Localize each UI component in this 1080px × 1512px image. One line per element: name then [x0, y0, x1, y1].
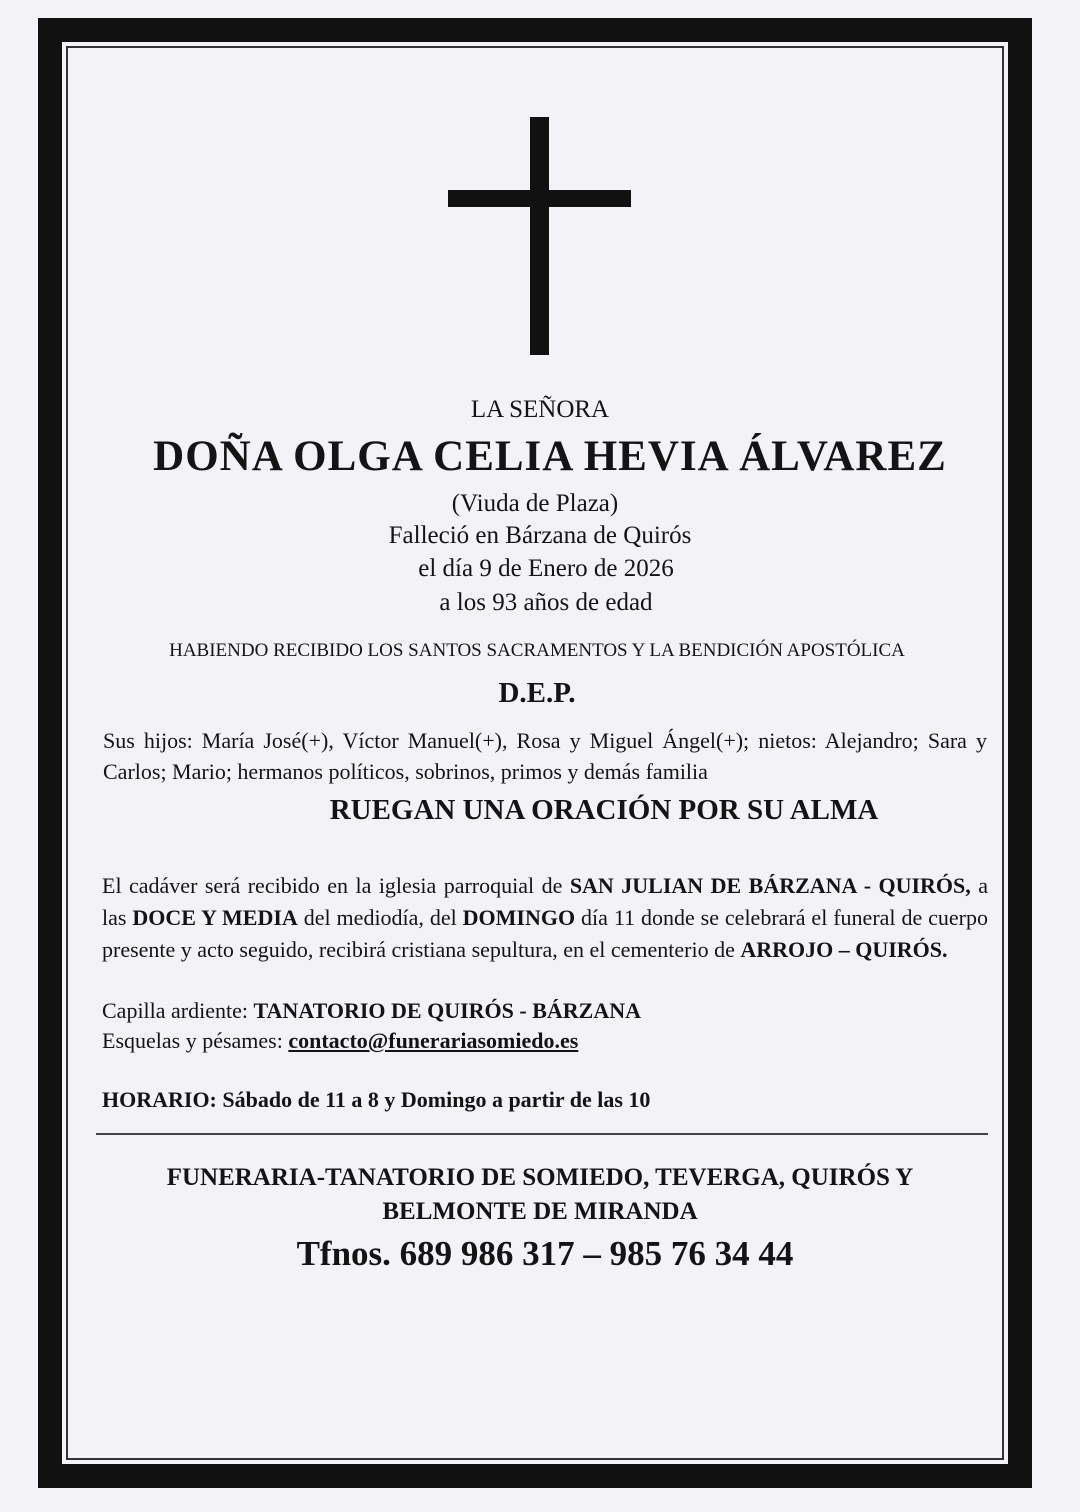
chapel-name: TANATORIO DE QUIRÓS - BÁRZANA	[253, 998, 641, 1023]
condolences-line	[102, 1028, 578, 1054]
dep-text: D.E.P.	[498, 677, 576, 709]
email-link[interactable]: contacto@funerariasomiedo.es	[288, 1028, 579, 1053]
schedule-line: HORARIO: Sábado de 11 a 8 y Domingo a partir de las 10	[102, 1087, 651, 1112]
ceremony-text-1: El cadáver será recibido en la iglesia parroquial de	[102, 873, 570, 898]
ceremony-text-3: del mediodía, del	[297, 905, 463, 930]
family-list: Sus hijos: María José(+), Víctor Manuel(+), Rosa y Miguel Ángel(+); nietos: Alejandro; Sara y Carlos; Mario; hermanos políticos, sobrinos, primos y demás familia	[103, 728, 987, 784]
widow-note: (Viuda de Plaza)	[451, 490, 619, 517]
sacraments-line: HABIENDO RECIBIDO LOS SANTOS SACRAMENTOS Y LA BENDICIÓN APOSTÓLICA	[169, 640, 905, 661]
chapel-line	[102, 998, 641, 1024]
church-name: SAN JULIAN DE BÁRZANA - QUIRÓS,	[569, 873, 971, 898]
cemetery-name: ARROJO – QUIRÓS.	[740, 937, 948, 962]
ceremony-time: DOCE Y MEDIA	[132, 905, 298, 930]
ceremony-details	[102, 870, 988, 966]
cross-horizontal-bar	[448, 190, 631, 207]
condolences-label: Esquelas y pésames:	[102, 1028, 289, 1053]
ceremony-day: DOMINGO	[462, 905, 576, 930]
deceased-name: DOÑA OLGA CELIA HEVIA ÁLVAREZ	[153, 433, 947, 480]
ceremony-text-2: a las	[102, 873, 989, 930]
death-date: el día 9 de Enero de 2026	[418, 555, 674, 582]
ceremony-text-4: día 11 donde se celebrará el funeral de cuerpo presente y acto seguido, recibirá cristiana sepultura, en el cementerio de	[102, 905, 989, 962]
funeral-home-name-2: BELMONTE DE MIRANDA	[382, 1198, 698, 1225]
funeral-home-name-1: FUNERARIA-TANATORIO DE SOMIEDO, TEVERGA, QUIRÓS Y	[166, 1164, 914, 1191]
prayer-request: RUEGAN UNA ORACIÓN POR SU ALMA	[329, 794, 879, 826]
age: a los 93 años de edad	[439, 589, 653, 616]
phone-numbers: Tfnos. 689 986 317 – 985 76 34 44	[296, 1234, 794, 1273]
divider	[96, 1133, 988, 1135]
death-place: Falleció en Bárzana de Quirós	[388, 522, 692, 549]
heading: LA SEÑORA	[470, 396, 610, 423]
cross-vertical-bar	[530, 117, 549, 355]
chapel-label: Capilla ardiente:	[102, 998, 254, 1023]
